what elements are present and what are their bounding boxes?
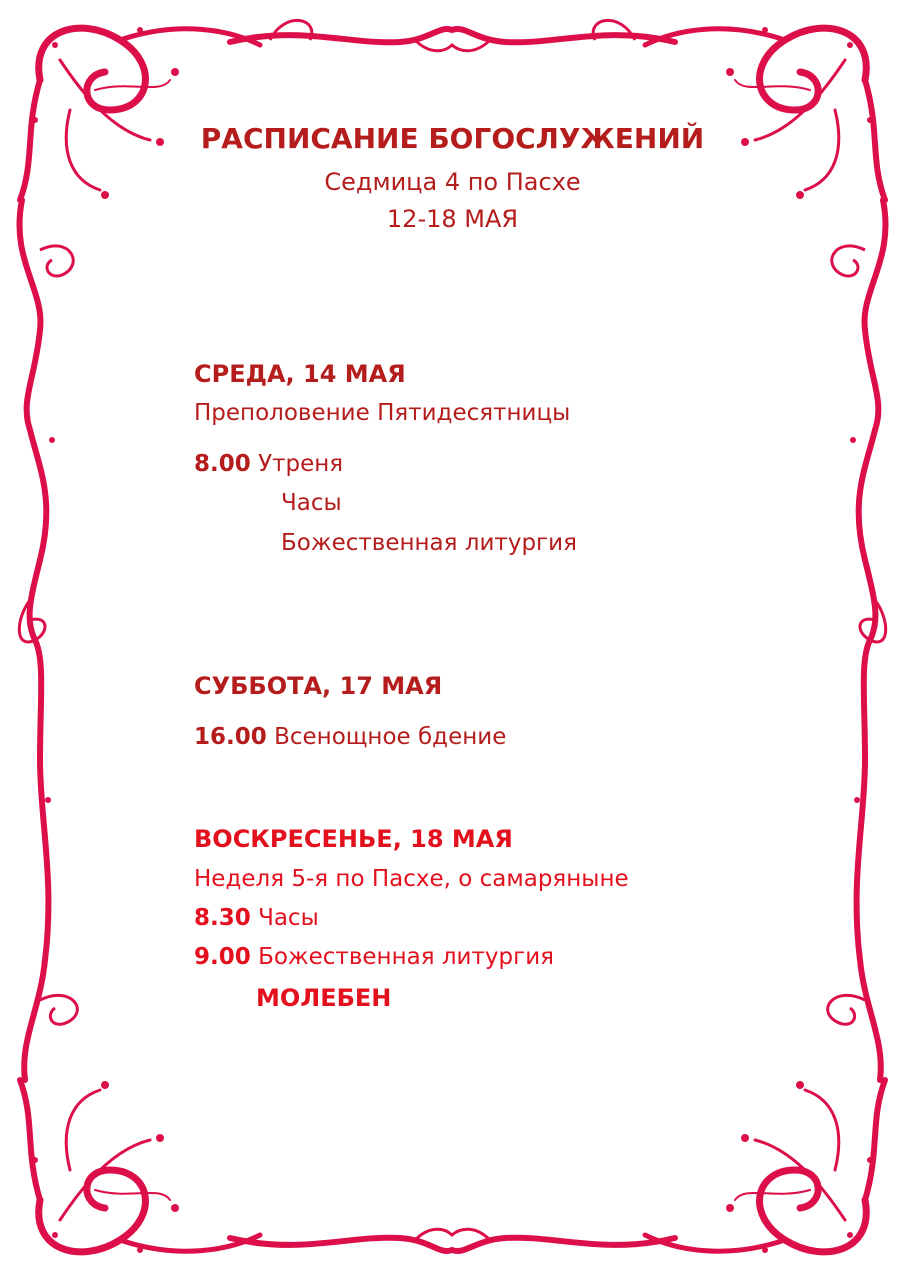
frame-right-curl-3	[828, 995, 865, 1024]
frame-corner-bottom-right	[645, 1080, 885, 1253]
frame-left-curl-1	[40, 246, 73, 276]
service-line	[194, 944, 554, 970]
frame-right-curl-1	[832, 246, 865, 276]
service-line	[194, 724, 506, 750]
service-name: Всенощное бдение	[274, 724, 507, 750]
frame-top	[230, 29, 675, 42]
moleben-label: МОЛЕБЕН	[256, 984, 392, 1012]
service-name: Божественная литургия	[258, 944, 554, 970]
service-name: Часы	[258, 905, 319, 931]
service-name: Часы	[281, 490, 342, 516]
feast-name-wednesday: Преполовение Пятидесятницы	[194, 400, 571, 426]
service-line	[194, 451, 343, 477]
page-title: РАСПИСАНИЕ БОГОСЛУЖЕНИЙ	[200, 122, 705, 155]
day-heading-sunday: ВОСКРЕСЕНЬЕ, 18 МАЯ	[194, 825, 513, 853]
frame-top-curl	[415, 40, 490, 51]
service-name: Божественная литургия	[281, 530, 577, 556]
service-line	[281, 490, 342, 516]
frame-corner-bottom-left	[20, 1080, 260, 1253]
date-range: 12-18 МАЯ	[386, 205, 519, 233]
service-time: 8.30	[194, 905, 251, 931]
frame-bottom	[230, 1238, 675, 1251]
service-name: Утреня	[258, 451, 344, 477]
service-time: 16.00	[194, 724, 267, 750]
service-time: 9.00	[194, 944, 251, 970]
service-line	[194, 905, 319, 931]
day-heading-saturday: СУББОТА, 17 МАЯ	[194, 672, 443, 700]
feast-name-sunday: Неделя 5-я по Пасхе, о самаряныне	[194, 866, 629, 892]
frame-bottom-curl	[415, 1229, 490, 1240]
frame-left-curl-3	[40, 995, 77, 1024]
week-subtitle: Седмица 4 по Пасхе	[324, 168, 581, 196]
service-line	[281, 530, 577, 556]
service-time: 8.00	[194, 451, 251, 477]
day-heading-wednesday: СРЕДА, 14 МАЯ	[194, 360, 406, 388]
